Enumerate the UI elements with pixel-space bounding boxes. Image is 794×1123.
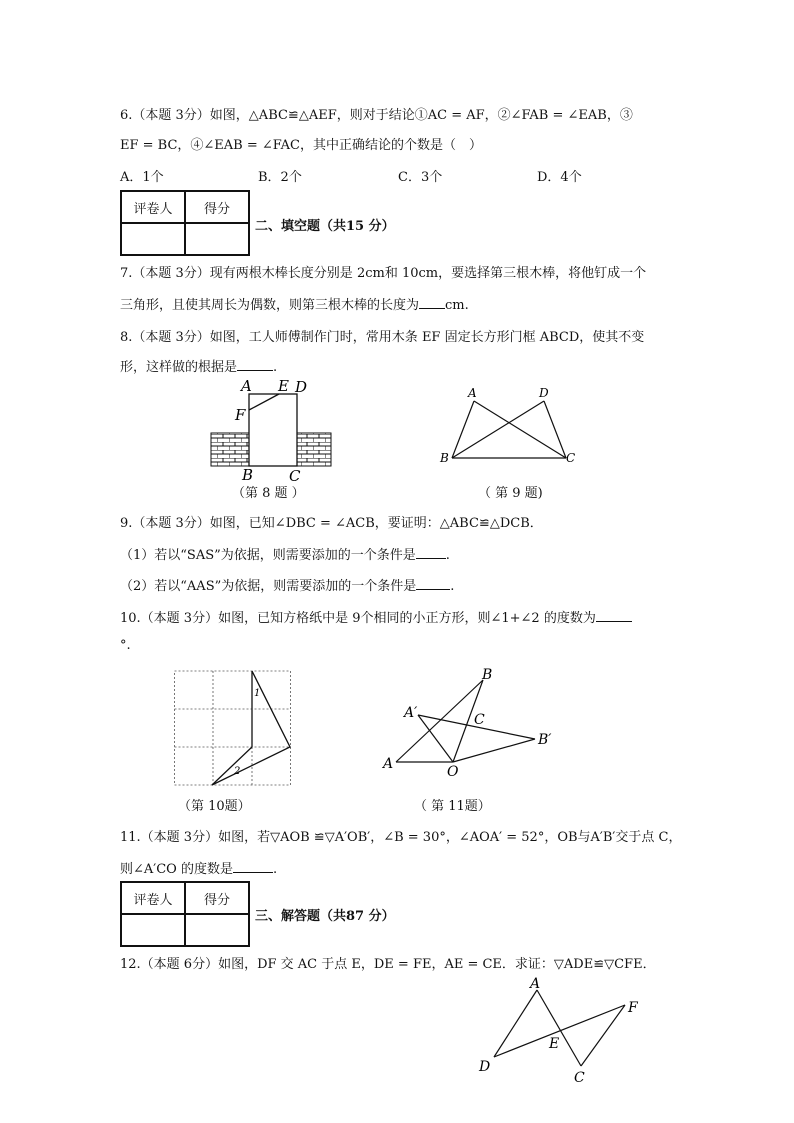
q7-line2-text: 三角形，且使其周长为偶数，则第三根木棒的长度为 xyxy=(120,298,420,313)
segment-ac xyxy=(474,401,566,458)
section2-title: 二、填空题（共15 分） xyxy=(255,219,395,234)
fig9-caption: （ 第 9 题) xyxy=(478,486,543,501)
scorer-header: 评卷人 xyxy=(121,191,185,223)
q6-option-d: D．4个 xyxy=(537,170,582,185)
figure-10-grid xyxy=(174,670,294,788)
q11-line2-end: . xyxy=(272,862,278,877)
q8-line2-text: 形，这样做的根据是 xyxy=(120,360,238,375)
segment-ob1 xyxy=(453,739,535,762)
q8-line2 xyxy=(120,356,277,375)
fig8-label-b: B xyxy=(242,466,254,484)
segment-dc xyxy=(544,401,566,458)
segment-df xyxy=(494,1005,625,1057)
q10-line1-text: 10.（本题 3分）如图，已知方格纸中是 9个相同的小正方形，则∠1+∠2 的度数为 xyxy=(120,611,596,626)
shape-angle-2-lines xyxy=(212,671,290,785)
q10-line2: °. xyxy=(120,638,131,653)
fig10-angle-2: 2 xyxy=(234,766,241,777)
q8-line1: 8.（本题 3分）如图，工人师傅制作门时，常用木条 EF 固定长方形门框 ABCD，使其不变 xyxy=(120,330,645,345)
q12-line1: 12.（本题 6分）如图，DF 交 AC 于点 E，DE = FE，AE = CE．求证：▽ADE≌▽CFE． xyxy=(120,957,656,972)
fig11-caption: （ 第 11题） xyxy=(414,799,491,814)
fig11-label-a-prime: A′ xyxy=(404,705,418,721)
q6-option-b: B．2个 xyxy=(258,170,302,185)
q9-sub1 xyxy=(120,544,450,563)
q9-sub2-end: . xyxy=(450,579,455,594)
fig11-label-b-prime: B′ xyxy=(538,732,552,748)
score-header: 得分 xyxy=(185,882,249,914)
fig11-label-b: B xyxy=(482,667,493,683)
figure-8-door xyxy=(205,378,345,486)
q6-option-a: A．1个 xyxy=(120,170,164,185)
fig12-label-d: D xyxy=(479,1059,491,1075)
fig8-label-d: D xyxy=(295,378,308,396)
fig9-label-d: D xyxy=(539,386,549,400)
fig12-label-a: A xyxy=(530,976,541,992)
fig11-label-c: C xyxy=(474,712,485,728)
section3-title: 三、解答题（共87 分） xyxy=(255,909,395,924)
q9-sub2 xyxy=(120,575,454,594)
fig8-label-a: A xyxy=(241,377,252,395)
fig8-label-f: F xyxy=(235,406,246,424)
scorer-cell xyxy=(121,223,185,255)
q6-line1: 6.（本题 3分）如图，△ABC≌△AEF，则对于结论①AC = AF，②∠FAB = ∠EAB，③ xyxy=(120,108,633,123)
q7-line2 xyxy=(120,294,469,313)
q6-line2: EF = BC，④∠EAB = ∠FAC，其中正确结论的个数是（ ） xyxy=(120,138,483,153)
q10-answer-blank[interactable] xyxy=(596,609,632,622)
q6-option-c: C．3个 xyxy=(398,170,443,185)
section2-score-table xyxy=(120,190,250,256)
score-header: 得分 xyxy=(185,191,249,223)
section3-score-table xyxy=(120,881,250,947)
fig12-label-f: F xyxy=(628,1000,638,1016)
grid-lines xyxy=(175,671,291,785)
fig9-label-b: B xyxy=(440,451,449,465)
q11-line2-text: 则∠A′CO 的度数是 xyxy=(120,862,233,877)
segment-db xyxy=(452,401,544,458)
scorer-header: 评卷人 xyxy=(121,882,185,914)
q11-line2 xyxy=(120,858,277,877)
segment-ab xyxy=(452,401,474,458)
q7-line2-unit: cm. xyxy=(445,298,469,313)
figure-12-triangles xyxy=(474,975,644,1090)
figure-11-rotated-triangles xyxy=(380,668,560,783)
segment-ad xyxy=(494,990,537,1057)
scorer-cell xyxy=(121,914,185,946)
score-cell xyxy=(185,223,249,255)
q8-line2-end: . xyxy=(273,360,278,375)
q10-line1 xyxy=(120,607,632,626)
door-frame-abcd xyxy=(249,394,297,466)
fig9-label-a: A xyxy=(468,386,477,400)
fig10-caption: （第 10题） xyxy=(178,799,251,814)
q9-sub1-text: （1）若以“SAS”为依据，则需要添加的一个条件是 xyxy=(120,548,416,563)
q7-answer-blank[interactable] xyxy=(419,296,445,309)
q11-answer-blank[interactable] xyxy=(233,860,273,873)
segment-ab-11 xyxy=(396,680,483,762)
q9-sub2-text: （2）若以“AAS”为依据，则需要添加的一个条件是 xyxy=(120,579,417,594)
score-cell xyxy=(185,914,249,946)
fig8-label-c: C xyxy=(289,467,301,485)
right-brick-wall xyxy=(297,433,331,466)
q7-line1: 7.（本题 3分）现有两根木棒长度分别是 2cm和 10cm，要选择第三根木棒，将他钉成一个 xyxy=(120,266,647,281)
q8-answer-blank[interactable] xyxy=(237,358,273,371)
fig8-caption: （第 8 题 ） xyxy=(232,486,305,501)
figure-9-triangles xyxy=(438,385,583,470)
q11-line1: 11.（本题 3分）如图，若▽AOB ≌▽A′OB′，∠B = 30°，∠AOA′ = 52°，OB与A′B′交于点 C， xyxy=(120,830,682,845)
fig11-label-o: O xyxy=(447,764,459,780)
segment-a1o xyxy=(418,715,453,762)
fig12-label-e: E xyxy=(549,1036,560,1052)
fig12-label-c: C xyxy=(574,1070,585,1086)
segment-ac-12 xyxy=(537,990,581,1066)
fig9-label-c: C xyxy=(566,451,576,465)
fig8-label-e: E xyxy=(278,377,289,395)
fig11-label-a: A xyxy=(383,756,394,772)
q9-sub2-blank[interactable] xyxy=(416,577,450,590)
q9-sub1-blank[interactable] xyxy=(416,546,446,559)
left-brick-wall xyxy=(211,433,249,466)
q9-line1: 9.（本题 3分）如图，已知∠DBC = ∠ACB，要证明：△ABC≌△DCB． xyxy=(120,516,543,531)
q9-sub1-end: . xyxy=(445,548,450,563)
fig10-angle-1: 1 xyxy=(254,688,261,699)
